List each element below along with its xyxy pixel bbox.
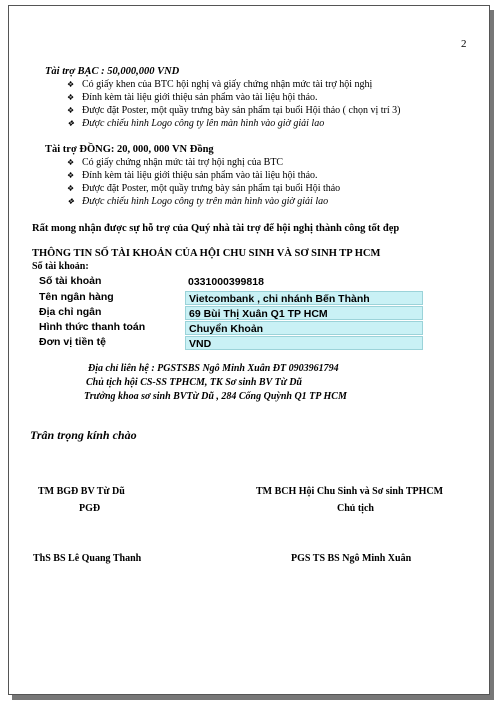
signature-right-org: TM BCH Hội Chu Sinh và Sơ sinh TPHCM (256, 486, 444, 497)
table-value: 0331000399818 (188, 276, 264, 288)
support-request: Rất mong nhận được sự hỗ trợ của Quý nhà tài trợ để hội nghị thành công tốt đẹp (32, 223, 400, 234)
table-value: Vietcombank , chi nhánh Bến Thành (185, 291, 423, 305)
list-item (67, 118, 324, 129)
diamond-bullet-icon: ❖ (67, 184, 75, 193)
signature-right-title: Chủ tịch (337, 503, 374, 514)
list-item (67, 92, 318, 103)
list-item (67, 79, 372, 90)
list-item-text: Được đặt Poster, một quầy trưng bày sản phẩm tại buổi Hội thảo (82, 183, 341, 194)
table-value: 69 Bùi Thị Xuân Q1 TP HCM (185, 306, 423, 320)
sponsor-silver-title: Tài trợ BẠC : 50,000,000 VND (45, 66, 180, 77)
sponsor-bronze-title: Tài trợ ĐỒNG: 20, 000, 000 VN Đồng (45, 144, 214, 155)
diamond-bullet-icon: ❖ (67, 171, 75, 180)
diamond-bullet-icon: ❖ (67, 80, 75, 89)
list-item-text: Được chiếu hình Logo công ty lên màn hình vào giờ giải lao (82, 118, 325, 129)
contact-line-2: Chủ tịch hội CS-SS TPHCM, TK Sơ sinh BV Từ Dũ (86, 377, 302, 388)
contact-line-1: Địa chỉ liên hệ : PGSTSBS Ngô Minh Xuân ĐT 0903961794 (88, 363, 339, 374)
diamond-bullet-icon: ❖ (67, 106, 75, 115)
list-item-text: Đính kèm tài liệu giới thiệu sản phẩm vào tài liệu hội thảo. (82, 92, 318, 103)
diamond-bullet-icon: ❖ (67, 197, 75, 206)
account-subheading: Số tài khoản: (32, 261, 89, 272)
list-item (67, 157, 283, 168)
list-item-text: Có giấy chứng nhận mức tài trợ hội nghị của BTC (82, 157, 284, 168)
page-number: 2 (461, 38, 467, 50)
list-item-text: Đính kèm tài liệu giới thiệu sản phẩm vào tài liệu hội thảo. (82, 170, 318, 181)
greeting: Trân trọng kính chào (30, 428, 137, 442)
list-item (67, 170, 318, 181)
diamond-bullet-icon: ❖ (67, 119, 75, 128)
table-label: Địa chỉ ngân (39, 306, 102, 318)
diamond-bullet-icon: ❖ (67, 158, 75, 167)
list-item-text: Được đặt Poster, một quầy trưng bày sản phẩm tại buổi Hội thảo ( chọn vị trí 3) (82, 105, 401, 116)
table-value: Chuyển Khoản (185, 321, 423, 335)
table-label: Hình thức thanh toán (39, 321, 146, 333)
table-label: Đơn vị tiền tệ (39, 336, 106, 348)
signature-left-name: ThS BS Lê Quang Thanh (33, 553, 142, 564)
list-item (67, 105, 400, 116)
list-item (67, 183, 340, 194)
signature-left-title: PGĐ (79, 503, 101, 514)
table-label: Số tài khoản (39, 275, 102, 287)
account-heading: THÔNG TIN SỐ TÀI KHOẢN CỦA HỘI CHU SINH VÀ SƠ SINH TP HCM (32, 248, 381, 259)
list-item-text: Có giấy khen của BTC hội nghị và giấy chứng nhận mức tài trợ hội nghị (82, 79, 373, 90)
contact-line-3: Trưởng khoa sơ sinh BVTừ Dũ , 284 Cống Quỳnh Q1 TP HCM (84, 391, 347, 402)
diamond-bullet-icon: ❖ (67, 93, 75, 102)
list-item-text: Được chiếu hình Logo công ty trên màn hình vào giờ giải lao (82, 196, 329, 207)
signature-right-name: PGS TS BS Ngô Minh Xuân (291, 553, 412, 564)
table-value: VND (185, 336, 423, 350)
list-item (67, 196, 328, 207)
signature-left-org: TM BGĐ BV Từ Dũ (38, 486, 125, 497)
table-label: Tên ngân hàng (39, 291, 114, 303)
